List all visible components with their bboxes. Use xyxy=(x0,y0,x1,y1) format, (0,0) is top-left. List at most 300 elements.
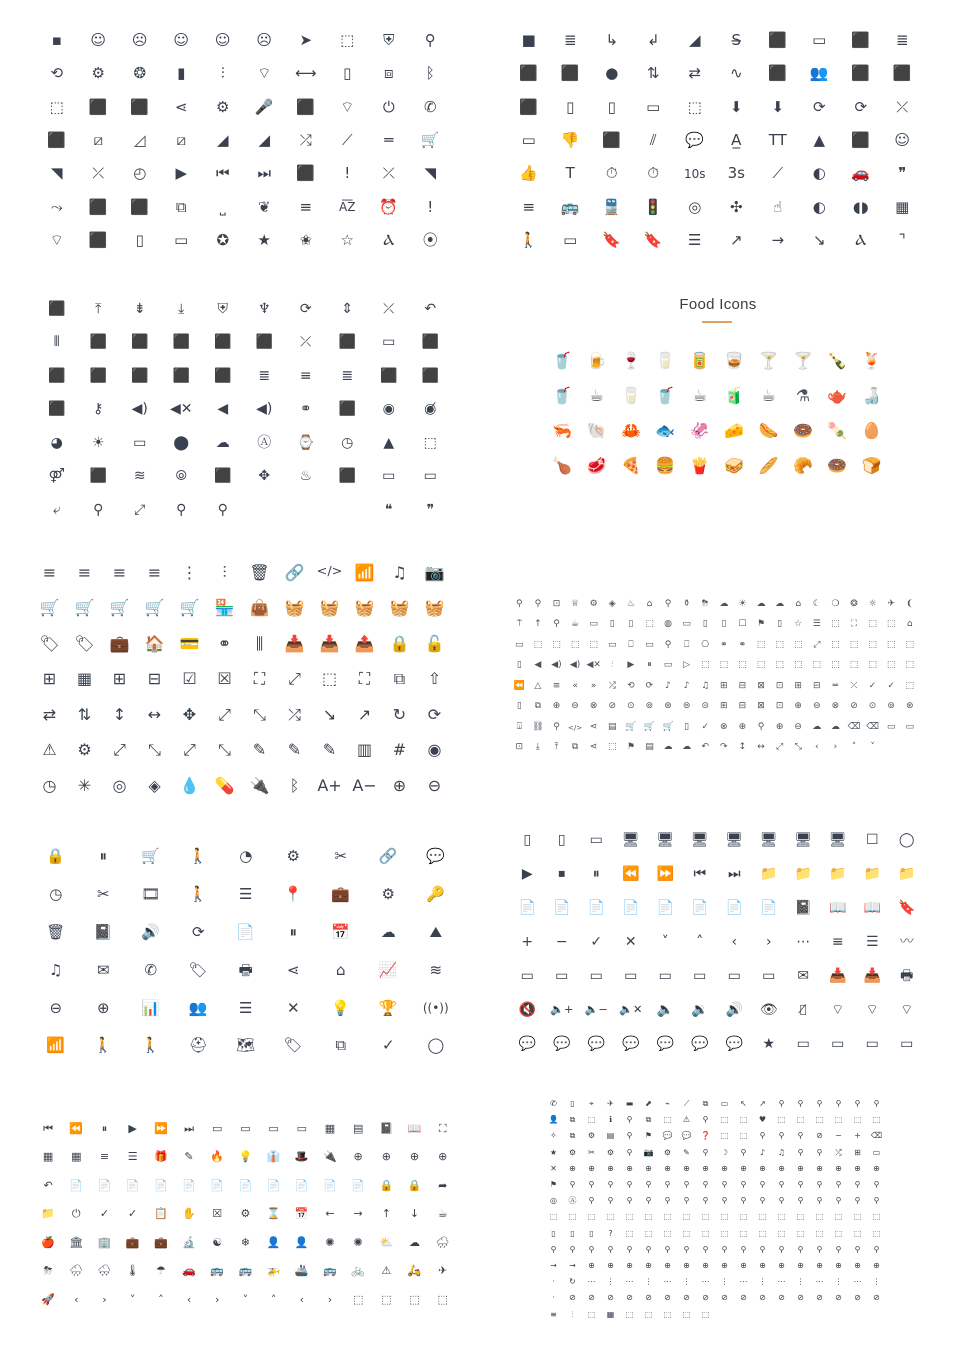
icon-glyph: ⬚ xyxy=(701,1309,710,1319)
icon-glyph: ⬚ xyxy=(756,639,766,650)
icon-glyph: 👤 xyxy=(548,1115,559,1125)
icon-glyph: 🖶 xyxy=(238,960,253,979)
icon-glyph: ⬚ xyxy=(552,639,561,650)
icon-glyph xyxy=(810,1306,829,1322)
icon-glyph: 🛵 xyxy=(407,1264,422,1278)
icon-glyph: ✳ xyxy=(77,775,92,795)
icon-glyph: 🔬 xyxy=(182,1235,196,1249)
icon-glyph: ! xyxy=(344,164,351,183)
icon-glyph: ⬛ xyxy=(130,197,150,216)
icon-glyph: 🏛 xyxy=(69,1235,84,1249)
icon-glyph: ⚲ xyxy=(588,1180,595,1190)
icon-glyph: 🥛 xyxy=(655,350,676,370)
icon-glyph: ⚲ xyxy=(835,1099,842,1109)
icon-glyph: 🚌 xyxy=(210,1264,225,1278)
icon-glyph: ⤡ xyxy=(794,742,802,753)
icon-glyph: ⤡ xyxy=(253,704,266,724)
icon-glyph: ⋮ xyxy=(644,1277,653,1287)
icon-glyph: ▭ xyxy=(886,721,896,732)
icon-glyph: ⊘ xyxy=(626,1293,633,1303)
icon-glyph: ⬚ xyxy=(587,1115,596,1125)
icon-glyph: ⬚ xyxy=(644,1228,653,1238)
icon-glyph: ⬛ xyxy=(560,64,580,83)
icon-glyph: ❂ xyxy=(850,598,858,609)
icon-glyph: ▦ xyxy=(42,1150,54,1164)
icon-glyph: ⚲ xyxy=(607,1180,614,1190)
icon-glyph: ⊖ xyxy=(571,701,579,712)
icon-glyph: ⬚ xyxy=(793,639,803,650)
icon-glyph: 💼 xyxy=(125,1235,140,1249)
icon-glyph: ⚲ xyxy=(816,1147,823,1157)
icon-glyph: ▤ xyxy=(645,742,654,753)
icon-glyph: ⍑ xyxy=(516,619,522,630)
icon-glyph: ⬇ xyxy=(729,97,743,116)
icon-glyph: ▭ xyxy=(831,1036,845,1052)
icon-glyph: ▭ xyxy=(382,468,396,485)
icon-glyph: 🏷 xyxy=(39,633,60,653)
icon-glyph: 🔌 xyxy=(323,1150,337,1164)
icon-glyph: ⬚ xyxy=(905,680,915,691)
icon-glyph: 🏠 xyxy=(144,633,165,653)
icon-glyph xyxy=(734,1306,753,1322)
icon-glyph: ⚙ xyxy=(286,847,300,866)
icon-glyph: ⋖ xyxy=(589,721,598,732)
icon-glyph: + xyxy=(854,1131,861,1141)
icon-glyph: ⬚ xyxy=(758,1228,767,1238)
icon-glyph: ▭ xyxy=(900,1036,914,1052)
icon-glyph: ⊟ xyxy=(813,680,821,691)
icon-glyph: </> xyxy=(316,564,343,580)
icon-glyph: 💬 xyxy=(662,1131,673,1141)
icon-glyph: ⫶ xyxy=(611,660,614,671)
icon-glyph: ⬚ xyxy=(777,1228,786,1238)
icon-glyph: 🫖 xyxy=(827,385,848,405)
icon-glyph: ⬛ xyxy=(380,367,398,384)
icon-glyph: ☐ xyxy=(865,832,879,848)
icon-glyph: 📅 xyxy=(294,1207,309,1221)
icon-glyph: ✓ xyxy=(868,680,877,691)
icon-glyph: 📥 xyxy=(863,968,881,984)
icon-glyph: ▭ xyxy=(608,639,617,650)
icon-glyph: ⊕ xyxy=(797,1163,804,1173)
icon-glyph: ⚲ xyxy=(759,1196,766,1206)
icon-glyph: 📄 xyxy=(210,1178,225,1192)
icon-glyph: 🏪 xyxy=(214,598,235,618)
icon-glyph: ☒ xyxy=(212,1207,223,1221)
icon-glyph: ⚲ xyxy=(626,1180,633,1190)
icon-glyph: ⚲ xyxy=(553,619,560,630)
icon-glyph: ⬛ xyxy=(851,131,871,150)
icon-glyph: 🛒 xyxy=(39,598,60,618)
icon-glyph: 💬 xyxy=(518,1036,536,1052)
icon-glyph: ⚲ xyxy=(721,1244,728,1254)
icon-glyph: ⬚ xyxy=(49,97,64,116)
icon-glyph xyxy=(900,738,919,759)
icon-glyph: ☀ xyxy=(738,598,747,609)
icon-glyph: 🍞 xyxy=(861,455,882,475)
icon-glyph: ⤢ xyxy=(134,501,146,518)
icon-glyph: ▯ xyxy=(135,230,144,249)
icon-glyph: ❞ xyxy=(898,164,907,183)
icon-glyph: ⋯ xyxy=(796,934,811,950)
icon-glyph: 👁̸ xyxy=(799,1003,807,1017)
icon-glyph: ⬚ xyxy=(663,1115,672,1125)
icon-glyph: 🔌 xyxy=(249,775,270,795)
icon-glyph: 🥩 xyxy=(586,455,607,475)
icon-glyph: ⬚ xyxy=(739,1228,748,1238)
icon-glyph: ⊕ xyxy=(873,1163,880,1173)
icon-glyph: ☁ xyxy=(682,742,692,753)
icon-glyph: ⟲ xyxy=(50,64,64,83)
icon-glyph: ⬛ xyxy=(338,468,356,485)
icon-glyph: ⚑ xyxy=(756,619,766,630)
icon-glyph: ✎ xyxy=(683,1147,690,1157)
icon-glyph: ▤ xyxy=(608,721,617,732)
icon-glyph: ⊡ xyxy=(775,701,784,712)
icon-glyph: ⏸ xyxy=(592,866,600,882)
icon-glyph: ⟳ xyxy=(191,922,205,941)
icon-glyph: </> xyxy=(567,722,583,732)
icon-panel-6 xyxy=(510,594,920,758)
icon-glyph: ▭ xyxy=(589,619,598,630)
icon-glyph: ⬚ xyxy=(775,660,784,671)
icon-glyph: 🏷 xyxy=(283,1036,303,1055)
icon-glyph: ⊕ xyxy=(438,1150,448,1164)
icon-glyph: ⋮ xyxy=(834,1277,843,1287)
icon-glyph: ⬚ xyxy=(853,1212,862,1222)
icon-glyph: ⏸ xyxy=(647,660,652,671)
icon-glyph: ▯ xyxy=(551,1228,556,1238)
icon-glyph: A+ xyxy=(317,775,342,795)
icon-glyph: ✎ xyxy=(322,740,337,760)
icon-glyph: ✋ xyxy=(182,1207,196,1221)
icon-glyph: 🍾 xyxy=(827,350,848,370)
icon-glyph: ⬚ xyxy=(831,619,840,630)
icon-glyph: ≣ xyxy=(258,367,271,384)
icon-glyph: ⊕ xyxy=(816,1163,823,1173)
icon-glyph: ▯ xyxy=(516,660,522,671)
icon-glyph: ⇟ xyxy=(133,300,146,317)
icon-glyph: ⊘ xyxy=(759,1293,766,1303)
icon-glyph: ⟲ xyxy=(627,680,635,691)
icon-glyph: ★ xyxy=(257,230,271,249)
icon-glyph: ⟋ xyxy=(683,1099,690,1109)
icon-glyph: ⚲ xyxy=(873,1099,880,1109)
icon-glyph: ▤ xyxy=(352,1121,364,1135)
icon-glyph: › xyxy=(102,1292,107,1306)
icon-glyph: ∿ xyxy=(729,64,743,83)
icon-glyph: ▯ xyxy=(628,619,634,630)
icon-glyph: ⚙ xyxy=(91,64,105,83)
icon-glyph: ⊕ xyxy=(552,701,561,712)
icon-glyph: 🔒 xyxy=(407,1178,422,1192)
icon-glyph: ✉ xyxy=(96,960,110,979)
icon-glyph: ⤢ xyxy=(288,669,301,689)
icon-glyph: ᛒ xyxy=(289,775,300,795)
icon-glyph: ⌛ xyxy=(266,1207,281,1221)
icon-glyph: ⟳ xyxy=(299,300,312,317)
icon-glyph: ⬛ xyxy=(172,334,190,351)
icon-glyph: ⚭ xyxy=(217,633,232,653)
icon-glyph: ✓ xyxy=(701,721,709,732)
icon-glyph: ▭ xyxy=(682,619,691,630)
icon-glyph: 🚀 xyxy=(41,1292,55,1306)
icon-glyph: ⤢ xyxy=(776,742,784,753)
icon-glyph: ⚲ xyxy=(816,1180,823,1190)
icon-glyph: 🚢 xyxy=(294,1264,309,1278)
icon-glyph: ⊙ xyxy=(627,701,635,712)
icon-glyph: ⚲ xyxy=(664,1244,671,1254)
icon-glyph: 🥛 xyxy=(621,385,641,405)
icon-glyph: ⬛ xyxy=(338,334,356,351)
icon-glyph: ⤳ xyxy=(50,197,63,216)
icon-glyph: ◷ xyxy=(341,434,354,451)
icon-glyph: ◀) xyxy=(569,660,581,671)
icon-glyph: ↶ xyxy=(43,1178,53,1192)
icon-glyph: 👔 xyxy=(266,1150,281,1164)
icon-glyph: ◥ xyxy=(50,164,63,183)
icon-glyph: ≡ xyxy=(522,197,536,216)
icon-glyph: ⋮ xyxy=(872,1277,881,1287)
icon-glyph: ♆ xyxy=(257,300,271,317)
icon-glyph: ⚲ xyxy=(702,1244,709,1254)
icon-glyph: ⌫ xyxy=(866,721,879,732)
icon-glyph: ☺ xyxy=(90,31,107,50)
icon-glyph: ⬚ xyxy=(589,639,598,650)
icon-glyph: ▭ xyxy=(268,1121,279,1135)
icon-glyph: 🗑 xyxy=(249,562,270,582)
icon-glyph: ▯ xyxy=(523,832,532,848)
icon-glyph: ≡ xyxy=(112,562,127,582)
icon-glyph: ☺ xyxy=(894,131,911,150)
icon-glyph: ⤢ xyxy=(113,740,126,760)
icon-glyph: ⛰ xyxy=(429,922,443,941)
icon-glyph: ♕ xyxy=(571,598,580,609)
icon-glyph: ☀ xyxy=(91,434,105,451)
icon-glyph: ▶ xyxy=(175,164,188,183)
icon-glyph: ⚲ xyxy=(797,1099,804,1109)
icon-glyph: ▷ xyxy=(683,660,691,671)
icon-glyph: ⫶ xyxy=(220,64,225,83)
icon-glyph: ⬛ xyxy=(255,334,273,351)
icon-glyph: ⊞ xyxy=(42,669,57,689)
icon-glyph: ⊕ xyxy=(759,1163,766,1173)
icon-glyph: ⬚ xyxy=(868,639,877,650)
icon-glyph: 🥪 xyxy=(724,455,745,475)
icon-glyph: ⚲ xyxy=(759,1180,766,1190)
icon-glyph: ⚲ xyxy=(854,1196,861,1206)
icon-glyph: ⚲ xyxy=(835,1244,842,1254)
icon-glyph: ⋮ xyxy=(796,1277,805,1287)
icon-glyph: 🖥 xyxy=(621,832,640,848)
icon-glyph: A͞Z xyxy=(339,200,356,215)
icon-glyph: ⤮ xyxy=(608,680,616,691)
icon-glyph: 🦐 xyxy=(552,420,573,440)
icon-glyph: ⤒ xyxy=(95,300,102,317)
icon-glyph: 📖 xyxy=(829,900,847,916)
icon-glyph: ↓ xyxy=(409,1207,420,1221)
icon-glyph: ⬛ xyxy=(214,468,232,485)
icon-glyph: ☐ xyxy=(738,619,747,630)
icon-glyph: ⊕ xyxy=(702,1260,709,1270)
icon-glyph: ↗ xyxy=(357,704,372,724)
icon-panel-8 xyxy=(510,823,924,1061)
icon-glyph: A̲ xyxy=(731,131,742,150)
icon-glyph: 🚌 xyxy=(238,1264,253,1278)
icon-glyph: ⬚ xyxy=(872,1212,881,1222)
icon-glyph: 🥤 xyxy=(552,350,573,370)
icon-glyph: ◷ xyxy=(42,775,57,795)
icon-glyph: ☕ xyxy=(692,385,707,405)
icon-glyph: ⤫ xyxy=(382,164,395,183)
icon-glyph: ⊘ xyxy=(850,701,858,712)
icon-glyph: ⊕ xyxy=(626,1260,633,1270)
icon-glyph: 👎 xyxy=(560,131,580,150)
icon-glyph: 📄 xyxy=(725,900,743,916)
icon-glyph: ⤮ xyxy=(299,131,312,150)
icon-glyph: ⚙ xyxy=(568,1147,577,1157)
icon-glyph: ↳ xyxy=(605,31,619,50)
icon-glyph: ↑ xyxy=(534,619,542,630)
icon-glyph: ⚭ xyxy=(738,639,747,650)
icon-glyph: ⬚ xyxy=(756,660,766,671)
icon-glyph: 🍺 xyxy=(586,350,607,370)
icon-glyph: ▶ xyxy=(128,1121,137,1135)
icon-glyph: ⬛ xyxy=(421,367,439,384)
icon-glyph: ⤒ xyxy=(554,742,559,753)
icon-glyph: ⋮ xyxy=(720,1277,729,1287)
icon-panel-1 xyxy=(36,24,451,257)
icon-glyph xyxy=(791,1306,810,1322)
icon-glyph: 🚶 xyxy=(188,885,208,904)
icon-glyph: 📄 xyxy=(236,922,256,941)
icon-glyph: ⬚ xyxy=(886,639,896,650)
icon-glyph: 🍸 xyxy=(758,350,779,370)
icon-glyph: 🥤 xyxy=(655,385,676,405)
icon-glyph: 📄 xyxy=(182,1178,196,1192)
icon-glyph: ◈ xyxy=(148,775,161,795)
icon-glyph: ≣ xyxy=(563,31,577,50)
icon-glyph: ⬚ xyxy=(533,639,543,650)
icon-glyph: 🍹 xyxy=(861,350,882,370)
icon-glyph: ⚷ xyxy=(93,401,104,418)
icon-glyph: ˅ xyxy=(661,934,669,950)
icon-glyph: ▭ xyxy=(296,1121,307,1135)
icon-glyph: · xyxy=(552,1293,555,1303)
icon-glyph: ↶ xyxy=(424,300,437,317)
icon-glyph: ⤫ xyxy=(92,164,105,183)
icon-glyph: 🔊 xyxy=(725,1002,743,1018)
icon-glyph: ↻ xyxy=(392,704,407,724)
icon-glyph: ☹ xyxy=(131,31,148,50)
icon-glyph: ⚲ xyxy=(626,1115,633,1125)
icon-glyph: ☼ xyxy=(868,598,877,609)
icon-glyph: ‹ xyxy=(299,1292,304,1306)
icon-glyph: ✆ xyxy=(423,97,437,116)
icon-glyph: ✣ xyxy=(729,197,743,216)
icon-glyph: 📤 xyxy=(354,633,375,653)
icon-glyph: ⬚ xyxy=(777,1212,786,1222)
icon-glyph: ⊕ xyxy=(854,1163,861,1173)
icon-glyph: ≡ xyxy=(99,1150,110,1164)
icon-glyph: ⊘ xyxy=(721,1293,728,1303)
icon-glyph: 🌭 xyxy=(758,420,779,440)
icon-glyph: 🛒 xyxy=(662,721,674,732)
icon-glyph: ⚑ xyxy=(644,1131,653,1141)
icon-glyph: ⚠ xyxy=(381,1264,392,1278)
icon-glyph: ⊞ xyxy=(720,680,728,691)
icon-glyph: 🌧 xyxy=(69,1264,84,1278)
icon-glyph: ⊕ xyxy=(759,1260,766,1270)
icon-glyph: ⚲ xyxy=(683,1196,690,1206)
icon-glyph: ❝ xyxy=(384,501,393,518)
icon-glyph: T xyxy=(565,164,575,183)
icon-glyph: ⋯ xyxy=(815,1277,824,1287)
icon-glyph: ⊖ xyxy=(49,998,63,1017)
icon-glyph: 🚌 xyxy=(560,197,580,216)
icon-glyph: ★ xyxy=(762,1036,776,1052)
icon-glyph: ⇄ xyxy=(42,704,57,724)
icon-glyph: 🛒 xyxy=(144,598,165,618)
icon-glyph: ▮ xyxy=(177,64,186,83)
icon-glyph: ⌖ xyxy=(589,1099,594,1109)
icon-glyph: ⚲ xyxy=(588,1244,595,1254)
icon-glyph: ⊞ xyxy=(720,701,728,712)
icon-glyph: 🗺 xyxy=(236,1036,256,1055)
icon-glyph: ⬛ xyxy=(851,64,871,83)
icon-glyph: 📄 xyxy=(691,900,709,916)
icon-glyph: ✎ xyxy=(252,740,267,760)
icon-glyph: ⧉ xyxy=(569,1131,576,1141)
icon-glyph: ❄ xyxy=(240,1235,251,1249)
icon-glyph: ⊕ xyxy=(645,1260,652,1270)
icon-glyph: ↗ xyxy=(759,1099,766,1109)
icon-glyph: 📷 xyxy=(643,1147,654,1157)
icon-glyph: ⊗ xyxy=(720,721,728,732)
icon-glyph: 🔒 xyxy=(379,1178,394,1192)
icon-glyph: ⤫ xyxy=(850,680,858,691)
icon-glyph: 👁 xyxy=(759,1002,778,1018)
icon-glyph: ▯ xyxy=(589,1228,594,1238)
icon-glyph: ◍ xyxy=(664,619,672,630)
icon-glyph: 💬 xyxy=(691,1036,709,1052)
icon-glyph: ◀✕ xyxy=(170,401,193,418)
icon-glyph: ⬚ xyxy=(720,1212,729,1222)
icon-glyph: ⇧ xyxy=(427,669,442,689)
icon-glyph: ⬚ xyxy=(687,97,702,116)
icon-glyph: ⊕ xyxy=(816,1260,823,1270)
icon-glyph: ⊕ xyxy=(721,1163,728,1173)
icon-glyph: ⌔ xyxy=(865,1002,879,1018)
icon-glyph: 🚌 xyxy=(323,1264,337,1278)
icon-glyph: 🖥 xyxy=(828,832,847,848)
icon-glyph: ✎ xyxy=(287,740,302,760)
icon-glyph: TT xyxy=(768,131,787,150)
icon-glyph: 🔗 xyxy=(284,562,305,582)
icon-glyph: 💊 xyxy=(214,775,235,795)
icon-glyph: 🛒 xyxy=(643,721,656,732)
icon-glyph: ⬚ xyxy=(568,1212,577,1222)
icon-glyph: ✉ xyxy=(797,968,810,984)
icon-glyph: ⚲ xyxy=(217,501,228,518)
icon-glyph: ⬚ xyxy=(701,1228,710,1238)
icon-glyph: ⚲ xyxy=(702,1147,709,1157)
icon-glyph: ▦ xyxy=(606,1309,615,1319)
icon-glyph: 🥫 xyxy=(689,350,710,370)
icon-glyph: 💬 xyxy=(622,1036,640,1052)
icon-glyph: ☺ xyxy=(214,31,231,50)
icon-glyph: 💼 xyxy=(109,633,130,653)
